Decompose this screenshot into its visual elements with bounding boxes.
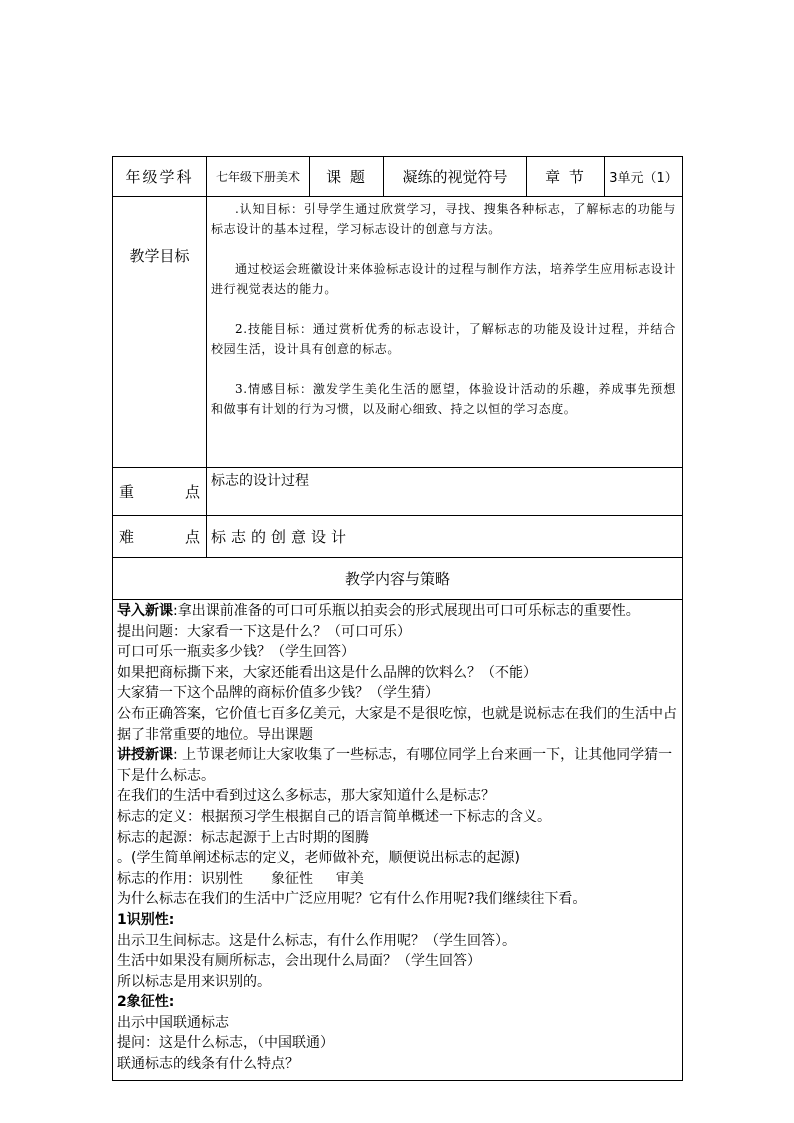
key-point-value: 标志的设计过程 [207, 468, 683, 516]
grade-subject-label: 年级学科 [113, 157, 207, 197]
new-lesson-label: 讲授新课 [117, 747, 173, 764]
objective-skill: 2.技能目标：通过赏析优秀的标志设计，了解标志的功能及设计过程，并结合校园生活，设计具有创意的标志。 [211, 322, 676, 356]
objective-practice: 通过校运会班徽设计来体验标志设计的过程与制作方法，培养学生应用标志设计进行视觉表达的能力。 [211, 262, 677, 296]
chapter-value: 3单元（1） [605, 157, 683, 197]
difficulty-row [113, 516, 683, 558]
content-line: 大家猜一下这个品牌的商标价值多少钱？（学生猜） [117, 685, 439, 702]
content-line: 。(学生简单阐述标志的定义，老师做补充，顺便说出标志的起源) [117, 850, 520, 867]
intro-paragraph [117, 601, 678, 622]
content-line: 出示卫生间标志。这是什么标志，有什么作用呢？（学生回答）。 [117, 932, 516, 949]
objectives-label: 教学目标 [113, 197, 207, 468]
new-lesson-paragraph [117, 745, 678, 786]
content-line: 标志的起源：标志起源于上古时期的图腾 [117, 829, 369, 846]
content-line: 标志的定义：根据预习学生根据自己的语言简单概述一下标志的含义。 [117, 808, 551, 825]
topic-label: 课 题 [310, 157, 384, 197]
section-title: 教学内容与策略 [113, 558, 683, 600]
content-line: 提出问题：大家看一下这是什么？（可口可乐） [117, 623, 411, 640]
header-row [113, 157, 683, 197]
new-lesson-text: : 上节课老师让大家收集了一些标志，有哪位同学上台来画一下，让其他同学猜一下是什么标志。 [117, 747, 673, 784]
difficulty-label [113, 516, 207, 558]
content-line: 如果把商标撕下来，大家还能看出这是什么品牌的饮料么？（不能） [117, 664, 537, 681]
subheading-symbolism [117, 992, 678, 1013]
content-line: 联通标志的线条有什么特点？ [117, 1056, 299, 1073]
subheading-symbolism-text: 2象征性: [117, 994, 175, 1011]
content-line: 可口可乐一瓶卖多少钱？（学生回答） [117, 644, 355, 661]
content-line: 在我们的生活中看到过这么多标志，那大家知道什么是标志？ [117, 788, 495, 805]
content-line: 生活中如果没有厕所标志，会出现什么局面？（学生回答） [117, 953, 481, 970]
content-row [113, 600, 683, 1081]
objective-emotion: 3.情感目标：激发学生美化生活的愿望，体验设计活动的乐趣，养成事先预想和做事有计划的行为习惯，以及耐心细致、持之以恒的学习态度。 [211, 382, 676, 416]
chapter-label: 章 节 [527, 157, 605, 197]
difficulty-label-right: 点 [184, 528, 200, 546]
difficulty-value: 标志的创意设计 [207, 516, 683, 558]
difficulty-label-left: 难 [119, 528, 135, 546]
content-line: 提问：这是什么标志，（中国联通） [117, 1035, 334, 1052]
key-point-row [113, 468, 683, 516]
content-line: 所以标志是用来识别的。 [117, 973, 271, 990]
key-point-label-right: 点 [184, 483, 200, 501]
grade-subject-value: 七年级下册美术 [207, 157, 310, 197]
objective-cognitive: .认知目标：引导学生通过欣赏学习，寻找、搜集各种标志，了解标志的功能与标志设计的基本过程，学习标志设计的创意与方法。 [211, 202, 676, 236]
section-title-row [113, 558, 683, 600]
content-line: 公布正确答案，它价值七百多亿美元，大家是不是很吃惊，也就是说标志在我们的生活中占据了非常重要的地位。导出课题 [117, 705, 677, 743]
key-point-label [113, 468, 207, 516]
objectives-body [207, 197, 683, 468]
objectives-row [113, 197, 683, 468]
topic-value: 凝练的视觉符号 [384, 157, 527, 197]
intro-label: 导入新课 [117, 603, 173, 619]
subheading-recognition-text: 1识别性: [117, 911, 175, 928]
lesson-plan-table [112, 156, 683, 1081]
content-body [113, 600, 683, 1081]
content-line: 出示中国联通标志 [117, 1014, 229, 1031]
subheading-recognition [117, 910, 678, 931]
intro-text: :拿出课前准备的可口可乐瓶以拍卖会的形式展现出可口可乐标志的重要性。 [173, 603, 640, 619]
key-point-label-left: 重 [119, 483, 135, 501]
content-line: 为什么标志在我们的生活中广泛应用呢？它有什么作用呢?我们继续往下看。 [117, 891, 587, 908]
content-line: 标志的作用：识别性 象征性 审美 [117, 870, 364, 887]
